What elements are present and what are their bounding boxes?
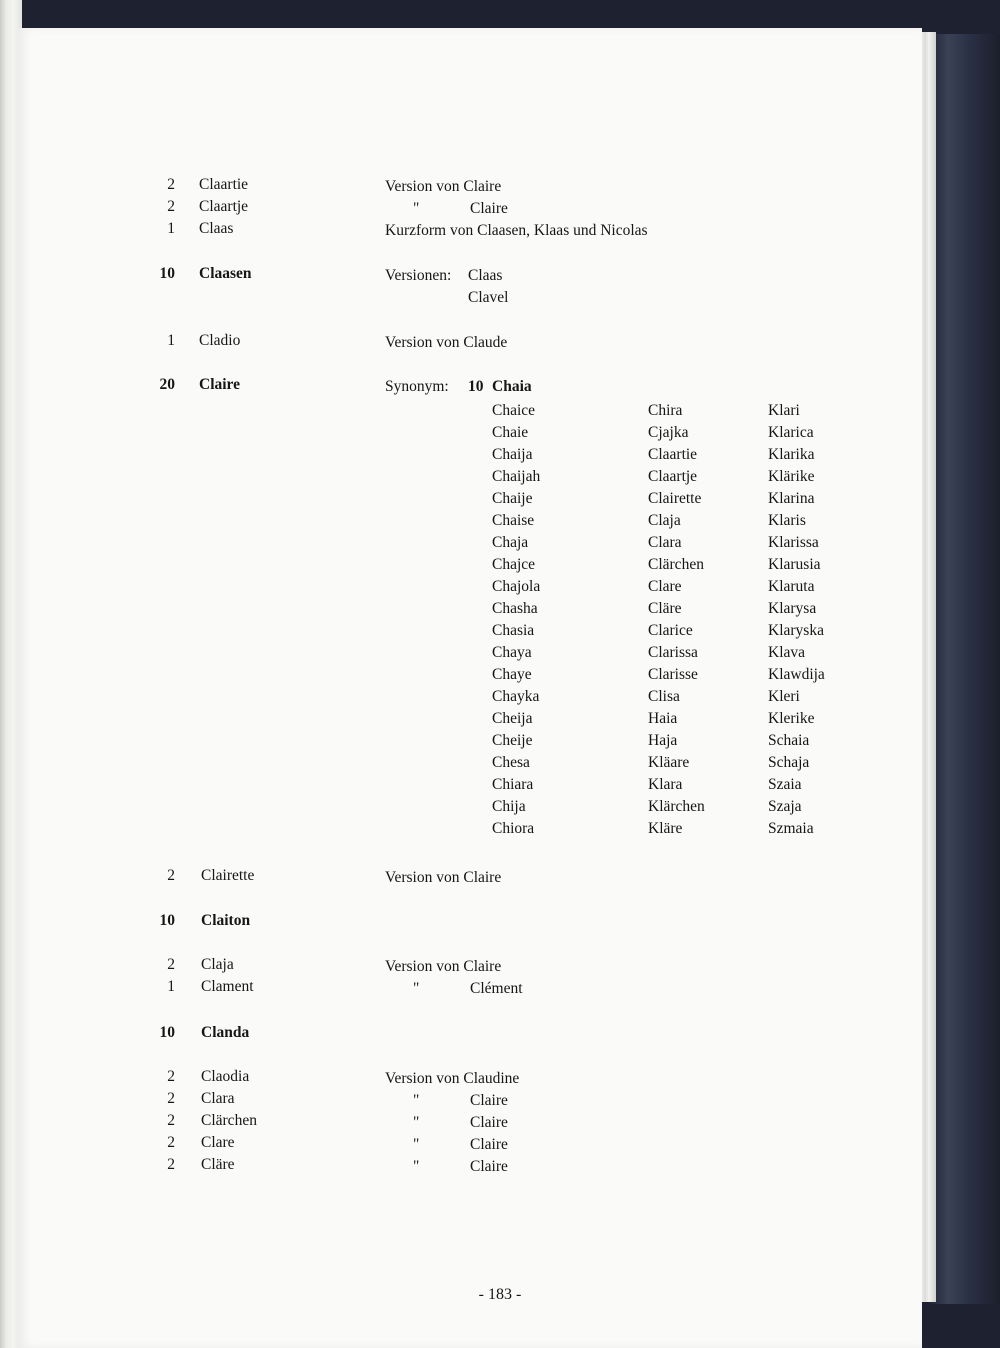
entry-name: Clara xyxy=(201,1090,235,1107)
entry-description: Version von Claire xyxy=(385,958,502,975)
entry-variant: Clément xyxy=(470,980,523,997)
entry-name: Clärchen xyxy=(201,1112,257,1129)
synonym-name: Chasia xyxy=(492,622,535,639)
entry-variant: Claas xyxy=(468,267,503,284)
book-cover-spine xyxy=(930,34,1000,1304)
entry-frequency: 10 xyxy=(159,912,175,929)
synonym-name: Clara xyxy=(648,534,682,551)
synonym-name: Klava xyxy=(768,644,806,661)
synonym-name: Cheija xyxy=(492,710,533,727)
synonym-name: Cläre xyxy=(648,600,682,617)
synonym-name: Chaye xyxy=(492,666,532,683)
synonym-name: Klärchen xyxy=(648,798,705,815)
entry-description: " xyxy=(413,1158,420,1175)
synonym-name: Chaise xyxy=(492,512,535,529)
synonym-name: Chija xyxy=(492,798,526,815)
entry-name: Clairette xyxy=(201,867,255,884)
entry-name: Clanda xyxy=(201,1024,250,1041)
entry-name: Claodia xyxy=(201,1068,250,1085)
synonym-name: Claartie xyxy=(648,446,698,463)
synonym-count: 10 xyxy=(468,378,484,395)
entry-description: " xyxy=(413,980,420,997)
synonym-name: Klerike xyxy=(768,710,815,727)
entry-description: Versionen: xyxy=(385,267,452,284)
synonym-name: Chayka xyxy=(492,688,540,705)
entry-description: Synonym: xyxy=(385,378,449,395)
entry-description: Version von Claude xyxy=(385,334,508,351)
entry-description: " xyxy=(413,1136,420,1153)
entry-variant: Claire xyxy=(470,1114,508,1131)
synonym-name: Schaia xyxy=(768,732,810,749)
synonym-name: Chaice xyxy=(492,402,536,419)
entry-name: Claiton xyxy=(201,912,251,929)
entry-name: Cladio xyxy=(199,332,241,349)
entry-variant: Claire xyxy=(470,200,508,217)
synonym-name: Klärike xyxy=(768,468,815,485)
entry-frequency: 2 xyxy=(167,1112,175,1129)
entry-frequency: 2 xyxy=(167,1156,175,1173)
entry-description: " xyxy=(413,1092,420,1109)
entry-frequency: 2 xyxy=(167,176,175,193)
entry-name: Clare xyxy=(201,1134,235,1151)
entry-frequency: 2 xyxy=(167,1090,175,1107)
synonym-name: Clare xyxy=(648,578,682,595)
synonym-name: Klawdija xyxy=(768,666,825,683)
synonym-name: Clarissa xyxy=(648,644,698,661)
entry-description: Version von Claire xyxy=(385,869,502,886)
entry-variant: Claire xyxy=(470,1092,508,1109)
synonym-name: Kläre xyxy=(648,820,683,837)
entry-description: Kurzform von Claasen, Klaas und Nicolas xyxy=(385,222,648,239)
synonym-name: Claartje xyxy=(648,468,698,485)
synonym-name: Cjajka xyxy=(648,424,689,441)
entry-frequency: 2 xyxy=(167,1134,175,1151)
entry-name: Claartje xyxy=(199,198,249,215)
synonym-name: Clairette xyxy=(648,490,702,507)
synonym-name: Klaris xyxy=(768,512,806,529)
synonym-name: Chajce xyxy=(492,556,536,573)
synonym-name: Chaijah xyxy=(492,468,541,485)
entry-name: Claas xyxy=(199,220,234,237)
synonym-name: Chasha xyxy=(492,600,538,617)
synonym-name: Haia xyxy=(648,710,678,727)
synonym-name: Haja xyxy=(648,732,678,749)
synonym-name: Clärchen xyxy=(648,556,704,573)
synonym-name: Chiora xyxy=(492,820,535,837)
synonym-name: Chaja xyxy=(492,534,529,551)
synonym-name: Clarice xyxy=(648,622,693,639)
entry-description: " xyxy=(413,1114,420,1131)
synonym-name: Szaia xyxy=(768,776,802,793)
synonym-name: Klaryska xyxy=(768,622,824,639)
synonym-name: Klaruta xyxy=(768,578,815,595)
entry-name: Claire xyxy=(199,376,241,393)
entry-frequency: 10 xyxy=(159,1024,175,1041)
entry-frequency: 2 xyxy=(167,1068,175,1085)
synonym-name: Klari xyxy=(768,402,800,419)
entry-frequency: 1 xyxy=(167,332,175,349)
synonym-name: Clarisse xyxy=(648,666,698,683)
synonym-name: Chaije xyxy=(492,490,533,507)
synonym-name: Klarica xyxy=(768,424,814,441)
synonym-name: Chaija xyxy=(492,446,533,463)
entry-frequency: 20 xyxy=(159,376,175,393)
synonym-name: Chaie xyxy=(492,424,529,441)
entry-name: Cläre xyxy=(201,1156,235,1173)
synonym-name: Chesa xyxy=(492,754,530,771)
entry-frequency: 2 xyxy=(167,867,175,884)
entry-frequency: 1 xyxy=(167,220,175,237)
synonym-name: Szaja xyxy=(768,798,802,815)
synonym-name: Chira xyxy=(648,402,683,419)
entry-variant: Claire xyxy=(470,1136,508,1153)
page-stack-edge xyxy=(920,32,936,1302)
entry-frequency: 10 xyxy=(159,265,175,282)
synonym-name: Klarissa xyxy=(768,534,819,551)
page-number: - 183 - xyxy=(478,1286,522,1303)
entry-frequency: 2 xyxy=(167,956,175,973)
entry-frequency: 2 xyxy=(167,198,175,215)
synonym-name: Chaya xyxy=(492,644,532,661)
synonym-name: Chiara xyxy=(492,776,534,793)
entry-name: Claja xyxy=(201,956,234,973)
entry-description: Version von Claudine xyxy=(385,1070,520,1087)
entry-name: Claasen xyxy=(199,265,252,282)
entry-frequency: 1 xyxy=(167,978,175,995)
synonym-name: Klarusia xyxy=(768,556,821,573)
entry-variant: Claire xyxy=(470,1158,508,1175)
synonym-name: Claja xyxy=(648,512,681,529)
synonym-name: Cheije xyxy=(492,732,533,749)
synonym-name: Schaja xyxy=(768,754,810,771)
synonym-name: Chaia xyxy=(492,378,532,395)
synonym-name: Klarika xyxy=(768,446,815,463)
entry-variant: Clavel xyxy=(468,289,509,306)
synonym-name: Chajola xyxy=(492,578,541,595)
synonym-name: Klarina xyxy=(768,490,815,507)
entry-name: Claartie xyxy=(199,176,249,193)
synonym-name: Clisa xyxy=(648,688,680,705)
synonym-name: Kleri xyxy=(768,688,800,705)
entry-name: Clament xyxy=(201,978,254,995)
entry-description: " xyxy=(413,200,420,217)
synonym-name: Klarysa xyxy=(768,600,817,617)
synonym-name: Kläare xyxy=(648,754,690,771)
synonym-name: Klara xyxy=(648,776,683,793)
entry-description: Version von Claire xyxy=(385,178,502,195)
synonym-name: Szmaia xyxy=(768,820,814,837)
